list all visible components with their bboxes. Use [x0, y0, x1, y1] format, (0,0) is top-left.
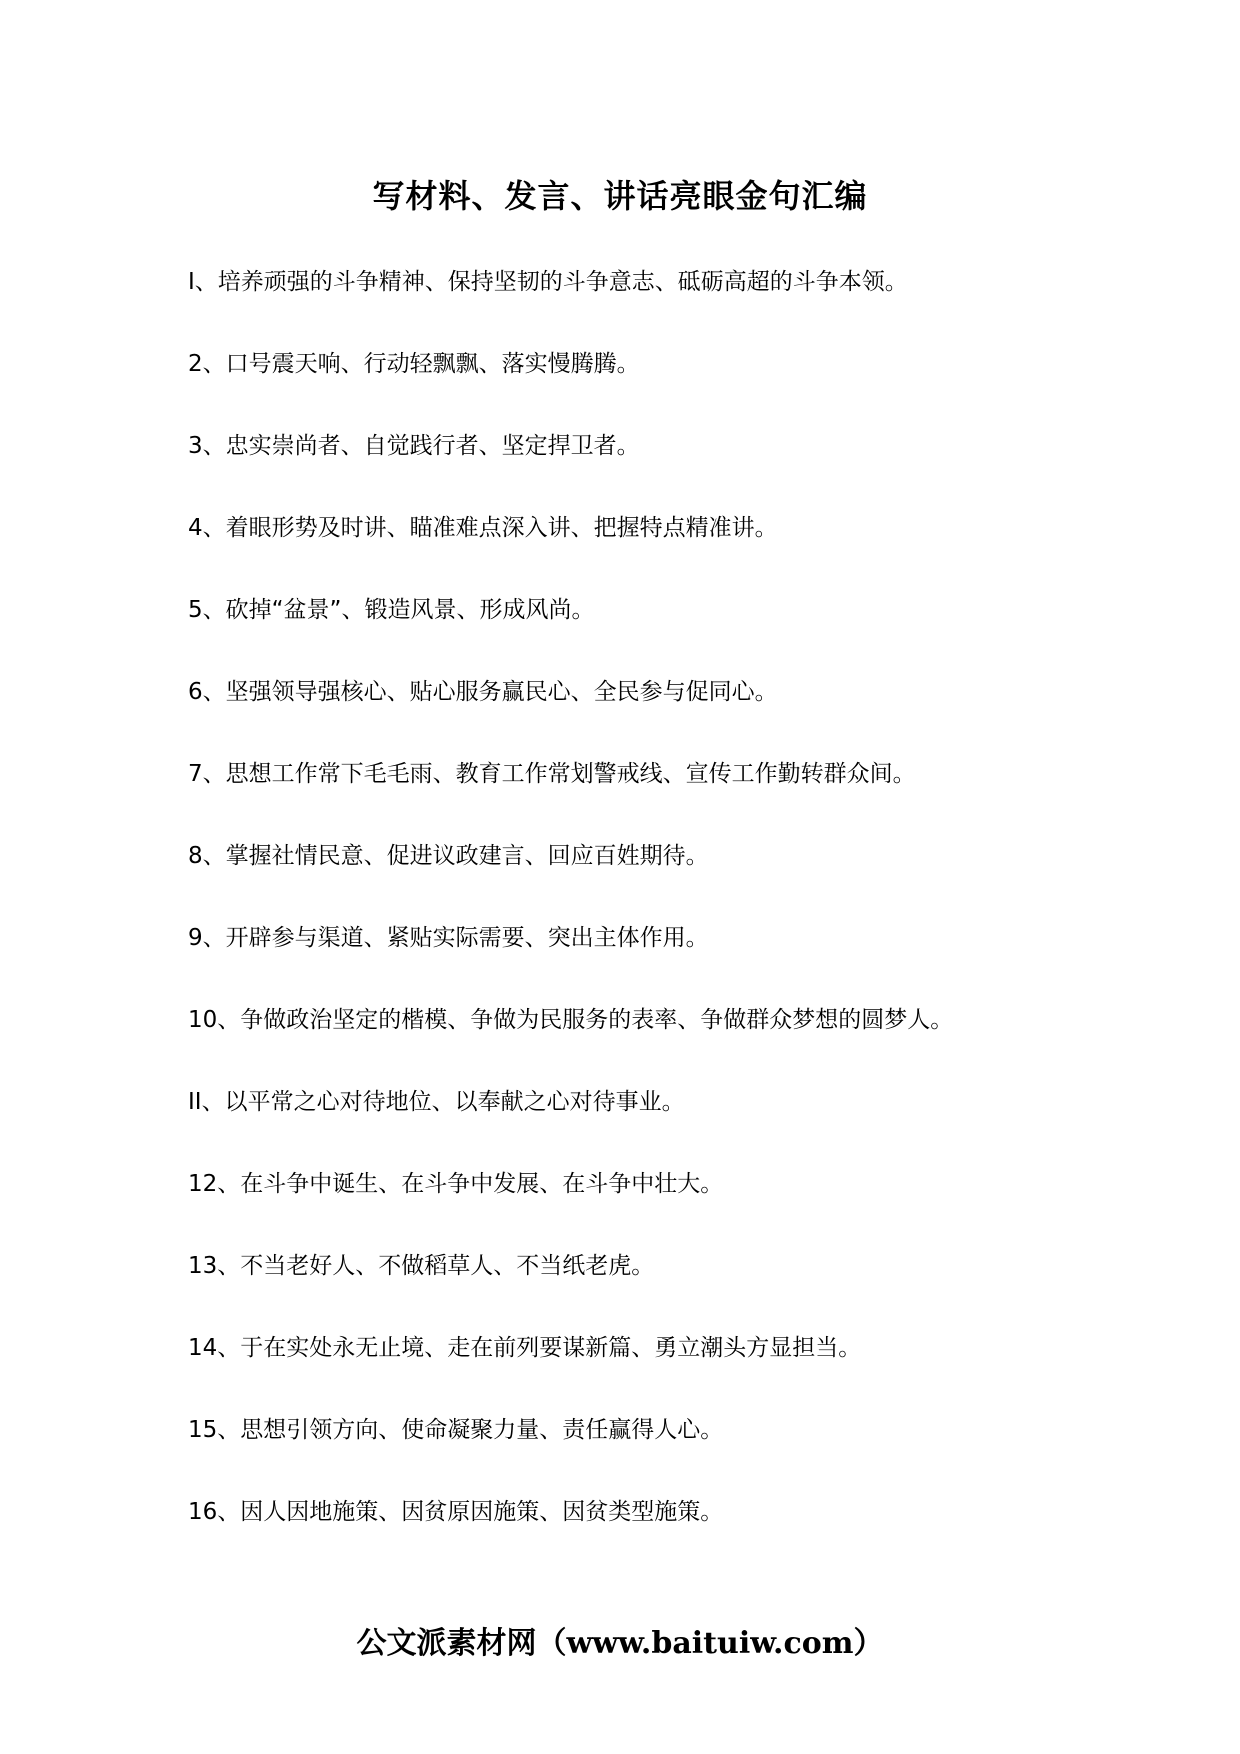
- list-item: 6、坚强领导强核心、贴心服务赢民心、全民参与促同心。: [188, 679, 778, 705]
- document-title: 写材料、发言、讲话亮眼金句汇编: [372, 177, 868, 215]
- list-item: II、以平常之心对待地位、以奉献之心对待事业。: [188, 1089, 685, 1115]
- list-item: 3、忠实崇尚者、自觉践行者、坚定捍卫者。: [188, 433, 640, 459]
- list-item: 7、思想工作常下毛毛雨、教育工作常划警戒线、宣传工作勤转群众间。: [188, 761, 916, 787]
- list-item: 14、于在实处永无止境、走在前列要谋新篇、勇立潮头方显担当。: [188, 1335, 862, 1361]
- list-item: 2、口号震天响、行动轻飘飘、落实慢腾腾。: [188, 351, 640, 377]
- list-item: 16、因人因地施策、因贫原因施策、因贫类型施策。: [188, 1499, 724, 1525]
- footer-source: 公文派素材网（www.baituiw.com）: [356, 1626, 884, 1661]
- list-item: 5、砍掉“盆景”、锻造风景、形成风尚。: [188, 597, 595, 623]
- list-item: I、培养顽强的斗争精神、保持坚韧的斗争意志、砥砺高超的斗争本领。: [188, 269, 908, 295]
- list-item: 12、在斗争中诞生、在斗争中发展、在斗争中壮大。: [188, 1171, 724, 1197]
- list-item: 9、开辟参与渠道、紧贴实际需要、突出主体作用。: [188, 925, 709, 951]
- list-item: 4、着眼形势及时讲、瞄准难点深入讲、把握特点精准讲。: [188, 515, 778, 541]
- list-item: 8、掌握社情民意、促进议政建言、回应百姓期待。: [188, 843, 709, 869]
- list-item: 10、争做政治坚定的楷模、争做为民服务的表率、争做群众梦想的圆梦人。: [188, 1007, 954, 1033]
- quote-list: [188, 264, 1188, 1576]
- list-item: 15、思想引领方向、使命凝聚力量、责任赢得人心。: [188, 1417, 724, 1443]
- list-item: 13、不当老好人、不做稻草人、不当纸老虎。: [188, 1253, 655, 1279]
